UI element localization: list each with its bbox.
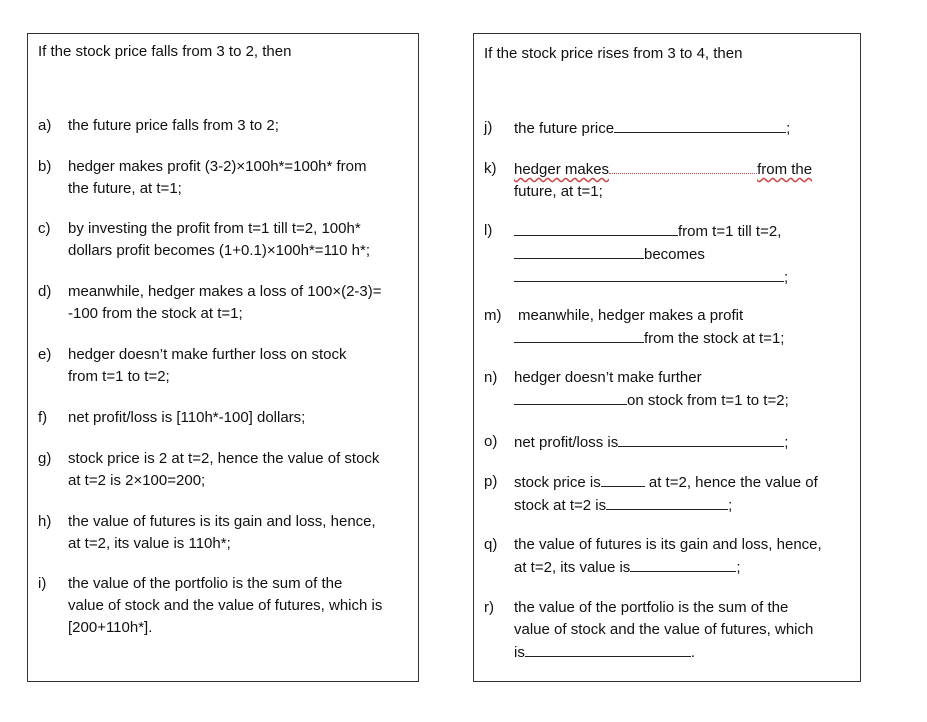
item-label: b) — [38, 158, 52, 175]
item-line-2: the future, at t=1; — [68, 180, 182, 197]
list-item-c — [28, 218, 410, 262]
item-label: c) — [38, 220, 51, 237]
answer-blank[interactable] — [514, 243, 644, 259]
item-text: net profit/loss is — [514, 434, 619, 451]
item-text: net profit/loss is [110h*-100] dollars; — [68, 409, 306, 426]
item-post-1: from t=1 till t=2, — [678, 223, 782, 240]
item-label: f) — [38, 409, 48, 426]
item-line-2: -100 from the stock at t=1; — [68, 305, 243, 322]
item-end: ; — [784, 269, 789, 286]
answer-blank[interactable] — [514, 389, 627, 405]
item-label: o) — [484, 433, 498, 450]
item-label: k) — [484, 160, 497, 177]
list-item-g — [28, 448, 410, 492]
item-line-1: hedger doesn’t make further loss on stock — [68, 346, 347, 363]
item-line-1: stock price is 2 at t=2, hence the value of stock — [68, 450, 380, 467]
list-item-n — [474, 367, 852, 412]
list-item-l — [474, 220, 852, 289]
item-label: g) — [38, 450, 52, 467]
item-line-2: value of stock and the value of futures, which is — [68, 597, 383, 614]
item-line-3: [200+110h*]. — [68, 619, 153, 636]
item-tail: ; — [728, 497, 733, 514]
list-item-b — [28, 156, 410, 200]
item-label: q) — [484, 536, 498, 553]
item-label: n) — [484, 369, 498, 386]
list-item-a — [28, 115, 410, 137]
answer-blank[interactable] — [514, 220, 678, 236]
item-line-2: at t=2, its value is — [514, 559, 631, 576]
left-box-title: If the stock price falls from 3 to 2, then — [38, 43, 292, 60]
item-line-1: meanwhile, hedger makes a profit — [518, 307, 744, 324]
item-line-2: dollars profit becomes (1+0.1)×100h*=110 h*; — [68, 242, 370, 259]
answer-blank[interactable] — [618, 431, 784, 447]
item-pre: stock price is — [514, 474, 601, 491]
list-item-h — [28, 511, 410, 555]
item-line-2: value of stock and the value of futures, which — [514, 621, 814, 638]
list-item-k — [474, 158, 852, 203]
item-line-2: stock at t=2 is — [514, 497, 607, 514]
item-line-2: from t=1 to t=2; — [68, 368, 170, 385]
item-tail: ; — [736, 559, 741, 576]
item-line-2: at t=2, its value is 110h*; — [68, 535, 231, 552]
item-line-1: the value of the portfolio is the sum of the — [514, 599, 789, 616]
item-tail: . — [690, 644, 696, 661]
answer-blank[interactable] — [514, 327, 644, 343]
list-item-j — [474, 117, 852, 140]
list-item-p — [474, 471, 852, 517]
item-line-1: the value of the portfolio is the sum of the — [68, 575, 343, 592]
item-label: d) — [38, 283, 52, 300]
list-item-q — [474, 534, 852, 579]
list-item-r — [474, 597, 852, 664]
item-label: l) — [484, 222, 493, 239]
item-post-2: becomes — [644, 246, 705, 263]
item-text: the future price falls from 3 to 2; — [68, 117, 279, 134]
item-line-2: at t=2 is 2×100=200; — [68, 472, 206, 489]
item-label: a) — [38, 117, 52, 134]
list-item-f — [28, 407, 410, 429]
answer-blank[interactable] — [525, 641, 691, 657]
item-label: r) — [484, 599, 494, 616]
item-label: j) — [484, 119, 493, 136]
list-item-e — [28, 344, 410, 388]
item-post: from the stock at t=1; — [644, 330, 785, 347]
item-line-2: future, at t=1; — [514, 183, 603, 200]
item-label: p) — [484, 473, 498, 490]
list-item-i — [28, 573, 410, 639]
left-scenario-box — [27, 33, 419, 682]
item-label: m) — [484, 307, 502, 324]
answer-blank[interactable] — [614, 117, 786, 133]
item-tail: ; — [786, 120, 791, 137]
item-line-1: the value of futures is its gain and loss, hence, — [514, 536, 822, 553]
item-post: at t=2, hence the value of — [644, 474, 818, 491]
list-item-d — [28, 281, 410, 325]
item-label: i) — [38, 575, 47, 592]
item-post: from the — [757, 161, 813, 178]
answer-blank[interactable] — [601, 471, 645, 487]
item-line-1: by investing the profit from t=1 till t=2, 100h* — [68, 220, 361, 237]
item-label: h) — [38, 513, 52, 530]
list-item-m — [474, 305, 852, 350]
item-post: on stock from t=1 to t=2; — [627, 392, 789, 409]
item-line-1: meanwhile, hedger makes a loss of 100×(2-3)= — [68, 283, 382, 300]
item-line-1: the value of futures is its gain and loss, hence, — [68, 513, 376, 530]
item-label: e) — [38, 346, 52, 363]
list-item-o — [474, 431, 852, 454]
item-line-1: hedger makes profit (3-2)×100h*=100h* from — [68, 158, 367, 175]
item-tail: ; — [784, 434, 789, 451]
answer-blank[interactable] — [630, 556, 736, 572]
item-pre: hedger makes — [514, 161, 610, 178]
right-scenario-box — [473, 33, 861, 682]
item-text: the future price — [514, 120, 615, 137]
answer-blank[interactable] — [606, 494, 728, 510]
answer-blank[interactable] — [609, 158, 757, 174]
item-line-1: hedger doesn’t make further — [514, 369, 702, 386]
item-line-3: is — [514, 644, 525, 661]
answer-blank[interactable] — [514, 266, 784, 282]
right-box-title: If the stock price rises from 3 to 4, then — [484, 45, 743, 62]
